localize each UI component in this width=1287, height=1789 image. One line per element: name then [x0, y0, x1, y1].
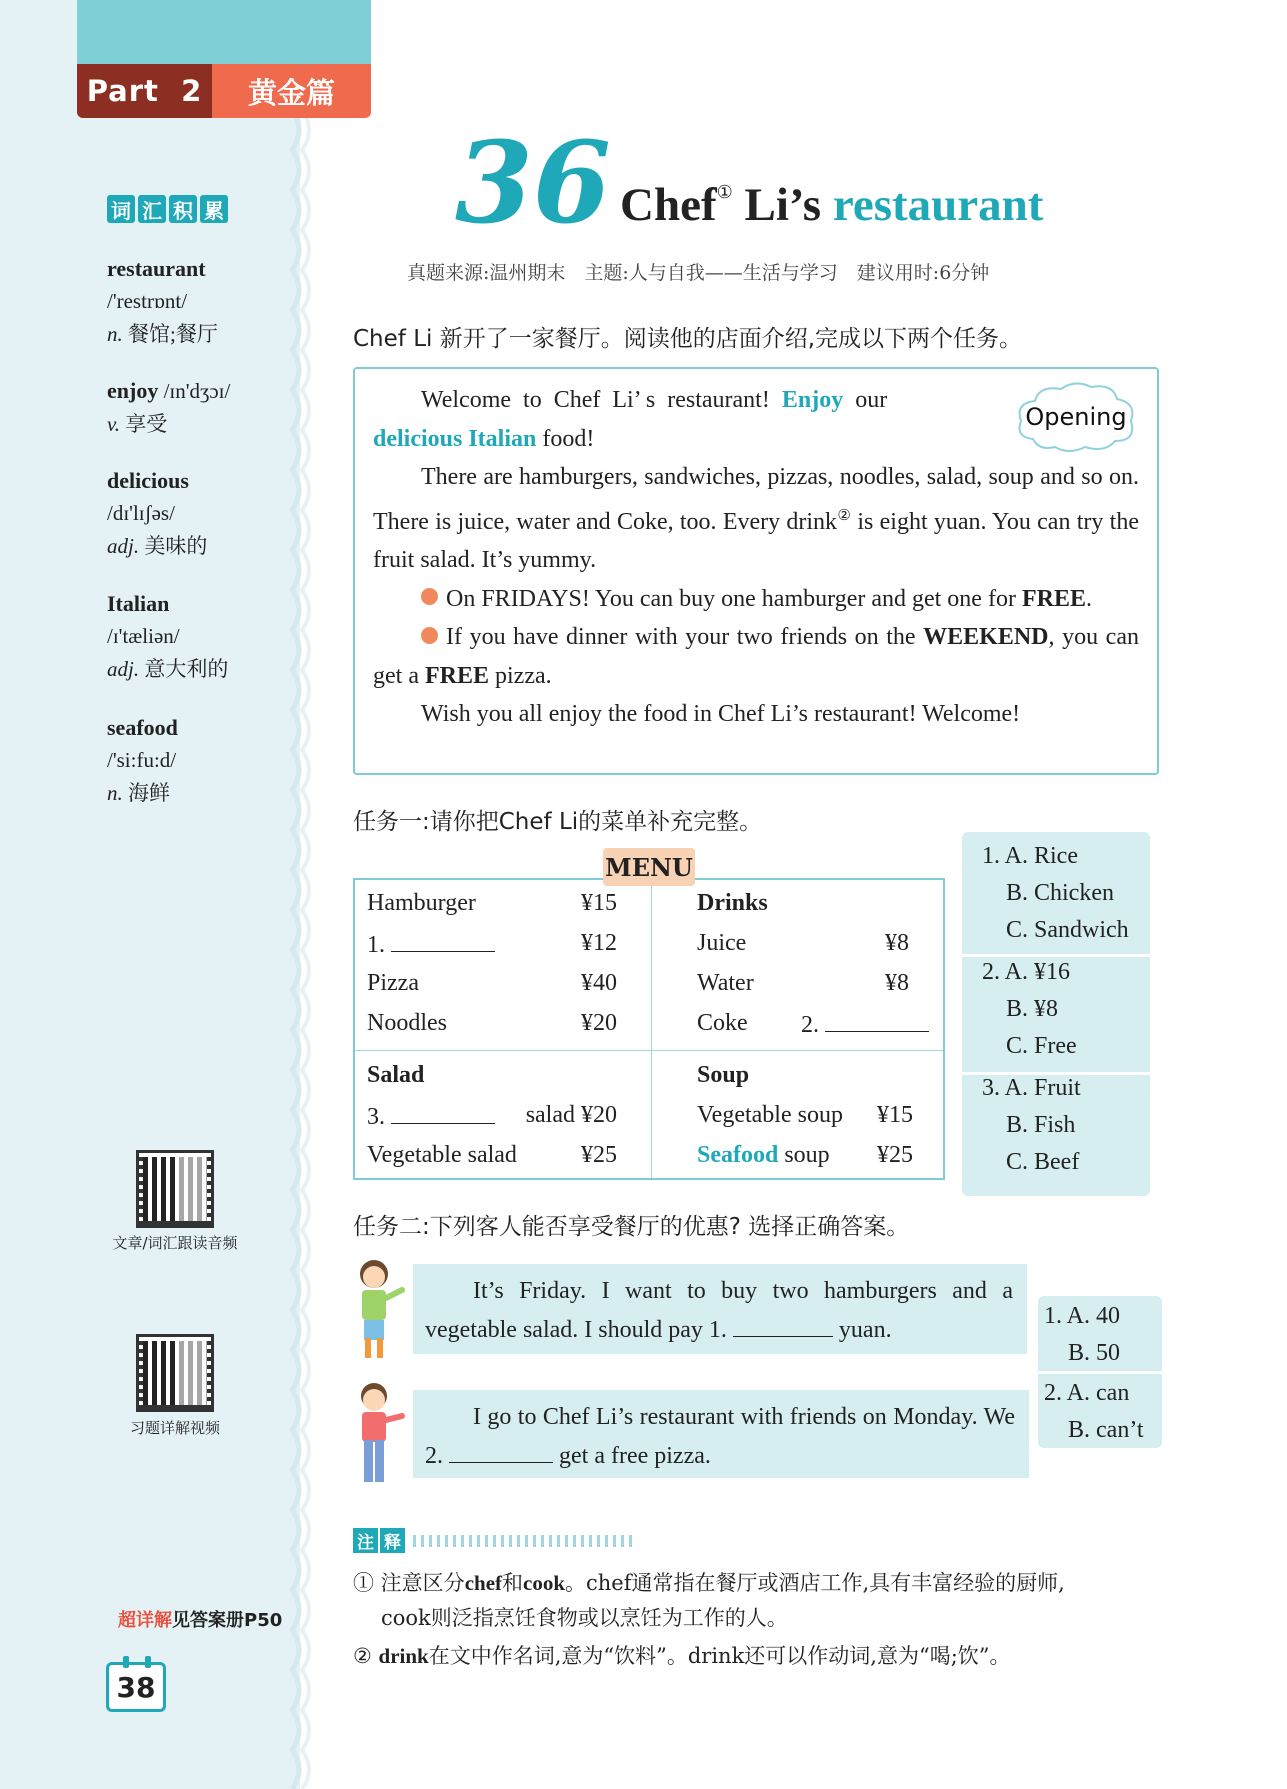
video-qr-label: 习题详解视频 — [129, 1419, 220, 1437]
passage-paragraph — [373, 695, 1139, 734]
vocab-pos: n. — [107, 322, 123, 346]
passage-text: food! — [536, 425, 595, 452]
answer-reference — [118, 1606, 282, 1632]
menu-item-name: 3. — [367, 1104, 385, 1130]
video-qr-code[interactable] — [136, 1334, 214, 1412]
vocab-phonetic: /ɪ'tæliən/ — [107, 624, 180, 648]
passage-text: Wish you all enjoy the food in Chef Li’s restaurant! Welcome! — [421, 701, 1021, 727]
menu-row — [697, 1102, 913, 1129]
vocab-entry-delicious — [107, 464, 207, 563]
menu-item-price: 2. — [801, 1012, 819, 1038]
answer-blank[interactable] — [449, 1441, 553, 1463]
bubble-text — [425, 1398, 1015, 1476]
note-text: 在文中作名词,意为“饮料”。drink还可以作动词,意为“喝;饮”。 — [428, 1644, 1011, 1668]
passage-text: If you have dinner with your two friends on the — [446, 624, 924, 650]
title-part: Chef — [620, 179, 717, 231]
vocab-heading — [107, 195, 228, 223]
vocab-pos: adj. — [107, 657, 140, 681]
vocab-phonetic: /ɪn'dʒɔɪ/ — [163, 379, 231, 403]
notes-heading-char: 释 — [380, 1528, 405, 1553]
bubble-text — [425, 1272, 1013, 1350]
vocab-pos: v. — [107, 412, 121, 436]
task2-label: 任务二:下列客人能否享受餐厅的优惠? 选择正确答案。 — [353, 1214, 910, 1240]
passage-bold: WEEKEND — [923, 624, 1049, 650]
option-line[interactable]: 3. A. Fruit — [982, 1075, 1081, 1101]
wavy-divider — [288, 110, 316, 1789]
vocab-pos: n. — [107, 781, 123, 805]
vocab-phonetic: /'restrɒnt/ — [107, 289, 188, 313]
option-divider — [1038, 1371, 1162, 1374]
vocab-phonetic: /dɪ'lɪʃəs/ — [107, 501, 175, 525]
passage-text: pizza. — [489, 662, 552, 689]
answer-blank[interactable] — [825, 1010, 929, 1032]
note-bold: chef — [464, 1571, 503, 1595]
vocab-heading-char: 积 — [169, 195, 197, 223]
lesson-meta: 真题来源:温州期末 主题:人与自我——生活与学习 建议用时:6分钟 — [407, 262, 990, 284]
vocab-entry-restaurant — [107, 252, 218, 351]
bubble-sentence: It’s Friday. I want to buy two hamburgers and a vegetable salad. I should pay 1. — [425, 1278, 1013, 1343]
note-text: ② — [353, 1644, 379, 1668]
bullet-dot — [421, 627, 438, 644]
menu-table — [353, 878, 945, 1180]
answer-blank[interactable] — [391, 930, 495, 952]
option-divider — [962, 954, 1150, 957]
bubble-sentence: yuan. — [832, 1317, 892, 1343]
title-highlight: restaurant — [832, 179, 1044, 231]
option-line[interactable]: B. 50 — [1068, 1340, 1121, 1366]
option-line[interactable]: C. Free — [1006, 1033, 1077, 1059]
reading-passage — [353, 367, 1159, 775]
opening-label: Opening — [1025, 402, 1127, 431]
menu-item-price: ¥15 — [581, 890, 617, 916]
vocab-phonetic: /'si:fu:d/ — [107, 748, 177, 772]
menu-item-name: Noodles — [367, 1010, 447, 1036]
option-line[interactable]: C. Beef — [1006, 1149, 1080, 1175]
answer-blank[interactable] — [733, 1315, 833, 1337]
passage-bold: FREE — [1021, 585, 1086, 612]
menu-item-price: salad ¥20 — [525, 1102, 617, 1128]
passage-text: our — [843, 387, 888, 413]
menu-item-name: Water — [697, 970, 754, 996]
passage-highlight: delicious Italian — [373, 425, 537, 452]
vocab-word: restaurant — [107, 256, 206, 281]
vocab-meaning: 意大利的 — [144, 657, 229, 681]
option-line[interactable]: 2. A. can — [1044, 1380, 1130, 1406]
menu-item-name: Vegetable salad — [367, 1142, 517, 1168]
task1-options — [962, 832, 1150, 1196]
note-2 — [353, 1639, 1011, 1674]
vocab-entry-seafood — [107, 711, 178, 810]
vocab-heading-char: 累 — [200, 195, 228, 223]
menu-item-price: ¥8 — [885, 970, 909, 996]
menu-item-price: ¥15 — [877, 1102, 913, 1128]
note-text: 和 — [502, 1571, 524, 1595]
note-text: 。chef通常指在餐厅或酒店工作,具有丰富经验的厨师, — [565, 1571, 1065, 1595]
title-part: Li’s — [732, 179, 833, 231]
menu-item-name: Coke — [697, 1010, 748, 1036]
lesson-title — [620, 178, 1043, 232]
passage-text: . — [1085, 585, 1092, 612]
option-line[interactable]: 1. A. Rice — [982, 843, 1078, 869]
passage-paragraph — [373, 458, 1139, 580]
menu-item-price: ¥25 — [581, 1142, 617, 1168]
answer-note-text: 见答案册 — [172, 1610, 244, 1631]
notes-heading-char: 注 — [353, 1528, 378, 1553]
customer-bubble-1 — [413, 1264, 1027, 1354]
vocab-meaning: 海鲜 — [128, 781, 170, 805]
menu-row — [367, 1102, 617, 1131]
option-line[interactable]: 2. A. ¥16 — [982, 959, 1071, 985]
menu-row — [367, 930, 617, 959]
vocab-entry-italian — [107, 587, 228, 686]
menu-item-price: ¥25 — [877, 1142, 913, 1168]
menu-item-name: soup — [778, 1142, 830, 1168]
vocab-meaning: 享受 — [125, 412, 168, 436]
notes-heading — [353, 1528, 633, 1553]
bubble-sentence: get a free pizza. — [553, 1443, 711, 1469]
part-label: Part 2 — [77, 64, 212, 118]
audio-qr-label: 文章/词汇跟读音频 — [112, 1234, 238, 1252]
header-tab-top — [77, 0, 371, 64]
menu-heading: Salad — [367, 1062, 425, 1088]
bullet-dot — [421, 588, 438, 605]
menu-row — [697, 970, 909, 997]
menu-item-price: ¥20 — [581, 1010, 617, 1036]
instruction: Chef Li 新开了一家餐厅。阅读他的店面介绍,完成以下两个任务。 — [353, 326, 1023, 352]
option-group — [982, 954, 1150, 1065]
vocab-heading-char: 汇 — [138, 195, 166, 223]
vocab-meaning: 餐馆;餐厅 — [128, 322, 218, 346]
customer-bubble-2 — [413, 1390, 1029, 1478]
menu-item-name: Vegetable soup — [697, 1102, 843, 1128]
vocab-heading-char: 词 — [107, 195, 135, 223]
answer-blank[interactable] — [391, 1102, 495, 1124]
note-bold: drink — [378, 1644, 429, 1668]
menu-item-name: 1. — [367, 932, 385, 958]
menu-item-name: Hamburger — [367, 890, 476, 916]
part-header — [77, 64, 371, 118]
vocab-word: Italian — [107, 591, 170, 616]
option-line[interactable]: B. can’t — [1068, 1417, 1144, 1443]
menu-row — [367, 1142, 617, 1169]
menu-item-price: ¥8 — [885, 930, 909, 956]
page-number: 38 — [106, 1662, 166, 1712]
footnote-ref: ① — [716, 182, 733, 202]
menu-item-highlight: Seafood — [697, 1142, 779, 1168]
passage-paragraph — [373, 618, 1139, 695]
menu-item-name: Pizza — [367, 970, 419, 996]
vocab-word: delicious — [107, 468, 189, 493]
note-bold: cook — [523, 1571, 566, 1595]
lesson-number: 36 — [455, 118, 611, 249]
vocab-entry-enjoy — [107, 374, 230, 441]
option-line[interactable]: C. Sandwich — [1006, 917, 1129, 943]
notes-dashes — [413, 1535, 633, 1547]
menu-row — [697, 1142, 913, 1169]
answer-note-page: P50 — [244, 1610, 283, 1631]
passage-highlight: Enjoy — [781, 387, 844, 413]
passage-text: is eight yuan. You can try the fruit salad. It’s yummy. — [373, 508, 1139, 573]
note-1 — [353, 1566, 1065, 1601]
vocab-meaning: 美味的 — [144, 534, 208, 558]
menu-row — [697, 1010, 929, 1039]
option-line[interactable]: B. Chicken — [1006, 880, 1114, 906]
boy-illustration — [350, 1376, 410, 1488]
option-line[interactable]: 1. A. 40 — [1044, 1303, 1121, 1329]
opening-cloud — [1013, 379, 1139, 455]
passage-text: Welcome to Chef Li’ s restaurant! — [421, 387, 782, 413]
menu-heading: Soup — [697, 1062, 750, 1088]
task1-label: 任务一:请你把Chef Li的菜单补充完整。 — [353, 809, 763, 835]
menu-item-price: ¥12 — [581, 930, 617, 956]
option-group — [982, 1070, 1150, 1181]
bubble-sentence: I go to Chef Li’s restaurant with friends on Monday. We 2. — [425, 1404, 1015, 1469]
option-line[interactable]: B. Fish — [1006, 1112, 1076, 1138]
audio-qr-code[interactable] — [136, 1150, 214, 1228]
vocab-pos: adj. — [107, 534, 140, 558]
menu-divider — [355, 1050, 943, 1051]
option-divider — [962, 1072, 1150, 1075]
vocab-word: seafood — [107, 715, 178, 740]
menu-item-name: Juice — [697, 930, 747, 956]
menu-row — [367, 970, 617, 997]
passage-text: There are hamburgers, sandwiches, pizzas, noodles, salad, soup and so on. There is juice, water and Coke, too. Every drink — [373, 464, 1139, 535]
note-text: ① 注意区分 — [353, 1571, 465, 1595]
vocab-word: enjoy — [107, 378, 159, 403]
note-1-cont: cook则泛指烹饪食物或以烹饪为工作的人。 — [381, 1606, 788, 1630]
passage-bold: FREE — [424, 662, 489, 689]
passage-paragraph — [373, 580, 1139, 619]
answer-note-red: 超详解 — [118, 1610, 172, 1631]
girl-illustration — [350, 1252, 410, 1364]
option-line[interactable]: B. ¥8 — [1006, 996, 1059, 1022]
menu-row — [367, 1010, 617, 1037]
passage-text: , you can get a — [373, 624, 1139, 689]
passage-text: On FRIDAYS! You can buy one hamburger and get one for — [446, 585, 1022, 612]
part-name: 黄金篇 — [212, 64, 371, 118]
menu-row — [697, 930, 909, 957]
menu-divider — [651, 880, 652, 1178]
menu-title: MENU — [603, 848, 695, 886]
menu-heading: Drinks — [697, 890, 768, 916]
option-group — [982, 838, 1150, 949]
menu-row — [367, 890, 617, 917]
menu-item-price: ¥40 — [581, 970, 617, 996]
footnote-ref: ② — [837, 507, 852, 524]
